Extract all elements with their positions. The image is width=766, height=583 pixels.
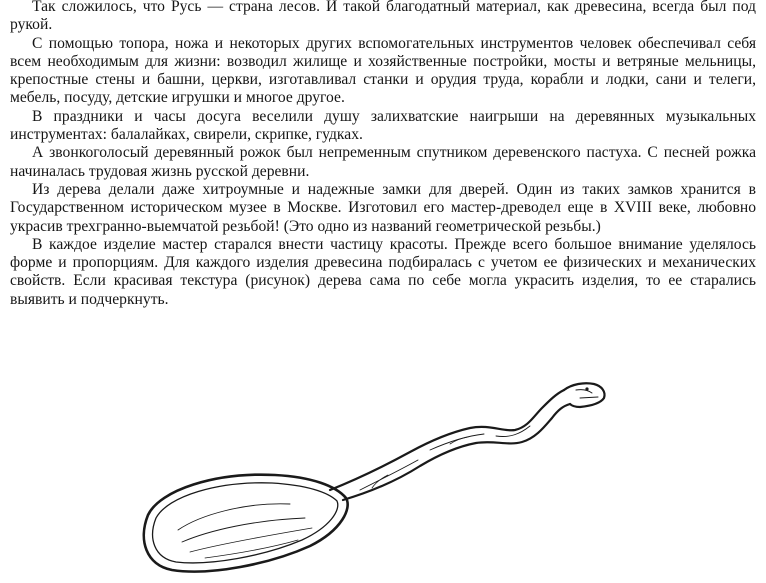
paragraph-3: В праздники и часы досуга веселили душу залихватские наигрыши на деревянных музыкальных инструментах: балалайках, свирели, скрипке, гудках. (10, 107, 756, 144)
carved-spoon-illustration (0, 380, 766, 583)
serpent-head-carving (564, 383, 605, 407)
spoon-handle-lower-edge (343, 404, 570, 500)
paragraph-1: Так сложилось, что Русь — страна лесов. И такой благодатный материал, как древесина, всегда был под рукой. (10, 0, 756, 34)
paragraph-2: С помощью топора, ножа и некоторых других вспомогательных инструментов человек обеспечивал себя всем необходимым для жизни: возводил жилище и хозяйственные постройки, мосты и ветряные мельницы, крепостные стены и башни, церкви, изготавливал станки и орудия труда, корабли и лодки, сани и телеги, мебель, посуду, детские игрушки и многое другое. (10, 34, 756, 107)
paragraph-6: В каждое изделие мастер старался внести частицу красоты. Прежде всего большое внимание уделялось форме и пропорциям. Для каждого изделия древесина подбиралась с учетом ее физических и механических свойств. Если красивая текстура (рисунок) дерева сама по себе могла украсить изделия, то ее старались выявить и подчеркнуть. (10, 235, 756, 308)
paragraph-5: Из дерева делали даже хитроумные и надежные замки для дверей. Один из таких замков хранится в Государственном историческом музее в Москве. Изготовил его мастер-древодел еще в XVIII веке, любовно украсив трехгранно-выемчатой резьбой! (Это одно из названий геометрической резьбы.) (10, 180, 756, 235)
body-text (10, 0, 756, 309)
paragraph-4: А звонкоголосый деревянный рожок был непременным спутником деревенского пастуха. С песней рожка начиналась трудовая жизнь русской деревни. (10, 144, 756, 180)
spoon-bowl-inner-rim (153, 483, 338, 563)
